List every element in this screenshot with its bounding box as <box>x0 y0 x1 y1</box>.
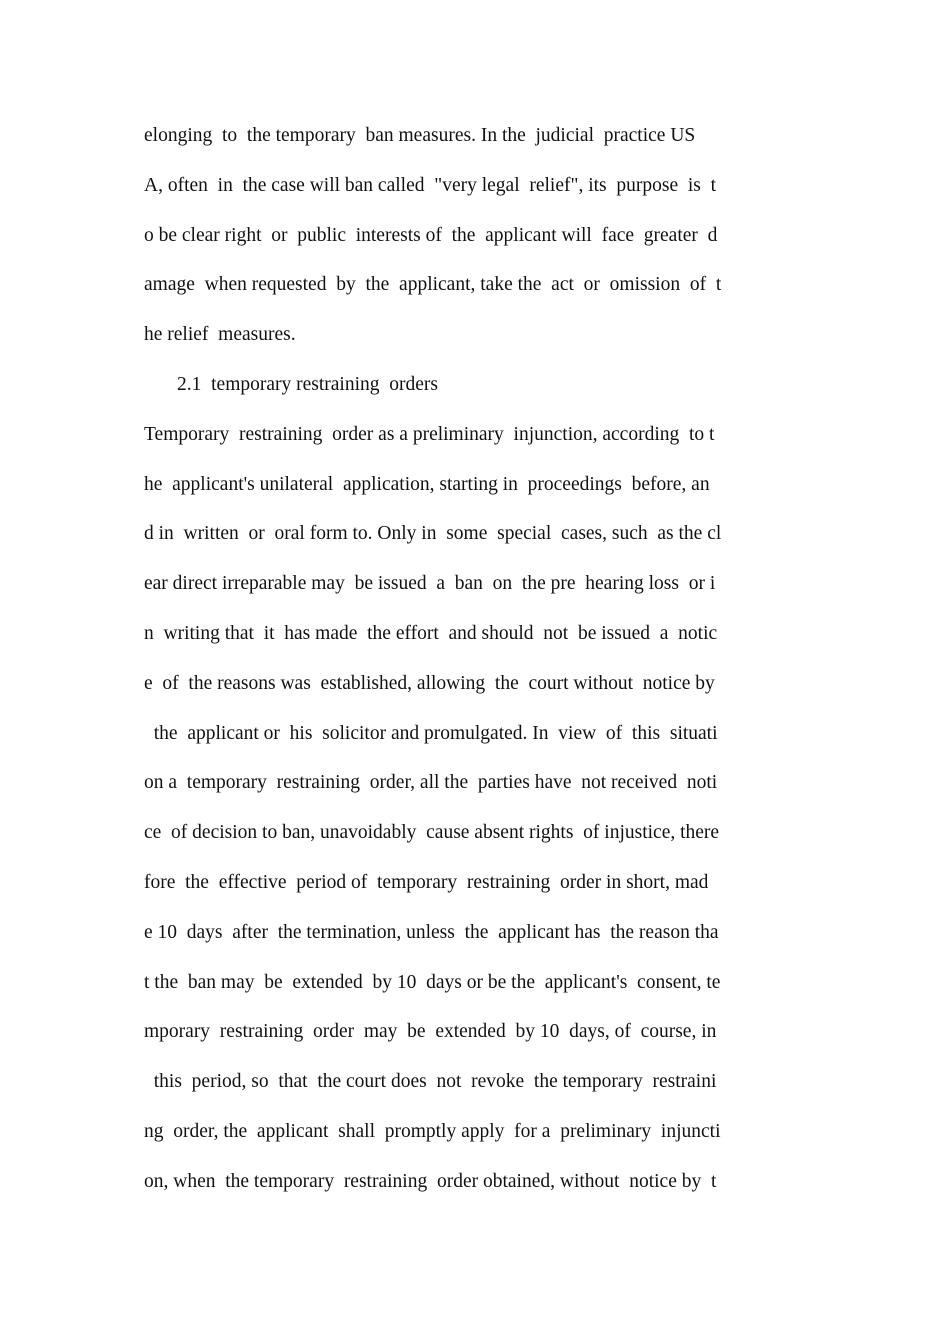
text-line: ce of decision to ban, unavoidably cause absent rights of injustice, there <box>144 822 720 844</box>
text-line: on a temporary restraining order, all the parties have not received noti <box>144 772 718 794</box>
text-line: elonging to the temporary ban measures. In the judicial practice US <box>144 125 696 146</box>
text-line: this period, so that the court does not revoke the temporary restraini <box>144 1071 717 1093</box>
text-line: Temporary restraining order as a preliminary injunction, according to t <box>144 423 715 445</box>
text-line: A, often in the case will ban called "very legal relief", its purpose is t <box>144 174 717 196</box>
text-line: amage when requested by the applicant, take the act or omission of t <box>144 274 722 296</box>
text-line: e of the reasons was established, allowing the court without notice by <box>144 672 715 694</box>
text-line: he relief measures. <box>144 324 296 346</box>
text-line: e 10 days after the termination, unless the applicant has the reason tha <box>144 921 719 943</box>
text-line: mporary restraining order may be extended by 10 days, of course, in <box>144 1021 717 1043</box>
text-line: he applicant's unilateral application, starting in proceedings before, an <box>144 473 710 495</box>
text-line: fore the effective period of temporary restraining order in short, mad <box>144 871 709 893</box>
text-line: n writing that it has made the effort and should not be issued a notic <box>144 622 718 644</box>
text-line: o be clear right or public interests of the applicant will face greater d <box>144 224 718 246</box>
section-heading: 2.1 temporary restraining orders <box>177 373 439 395</box>
text-line: the applicant or his solicitor and promulgated. In view of this situati <box>144 722 718 744</box>
text-line: ng order, the applicant shall promptly apply for a preliminary injuncti <box>144 1120 721 1142</box>
text-line: ear direct irreparable may be issued a ban on the pre hearing loss or i <box>144 573 716 595</box>
text-line: d in written or oral form to. Only in some special cases, such as the cl <box>144 523 722 545</box>
document-body <box>144 111 824 1207</box>
text-line: t the ban may be extended by 10 days or be the applicant's consent, te <box>144 971 721 993</box>
text-line: on, when the temporary restraining order obtained, without notice by t <box>144 1170 717 1192</box>
